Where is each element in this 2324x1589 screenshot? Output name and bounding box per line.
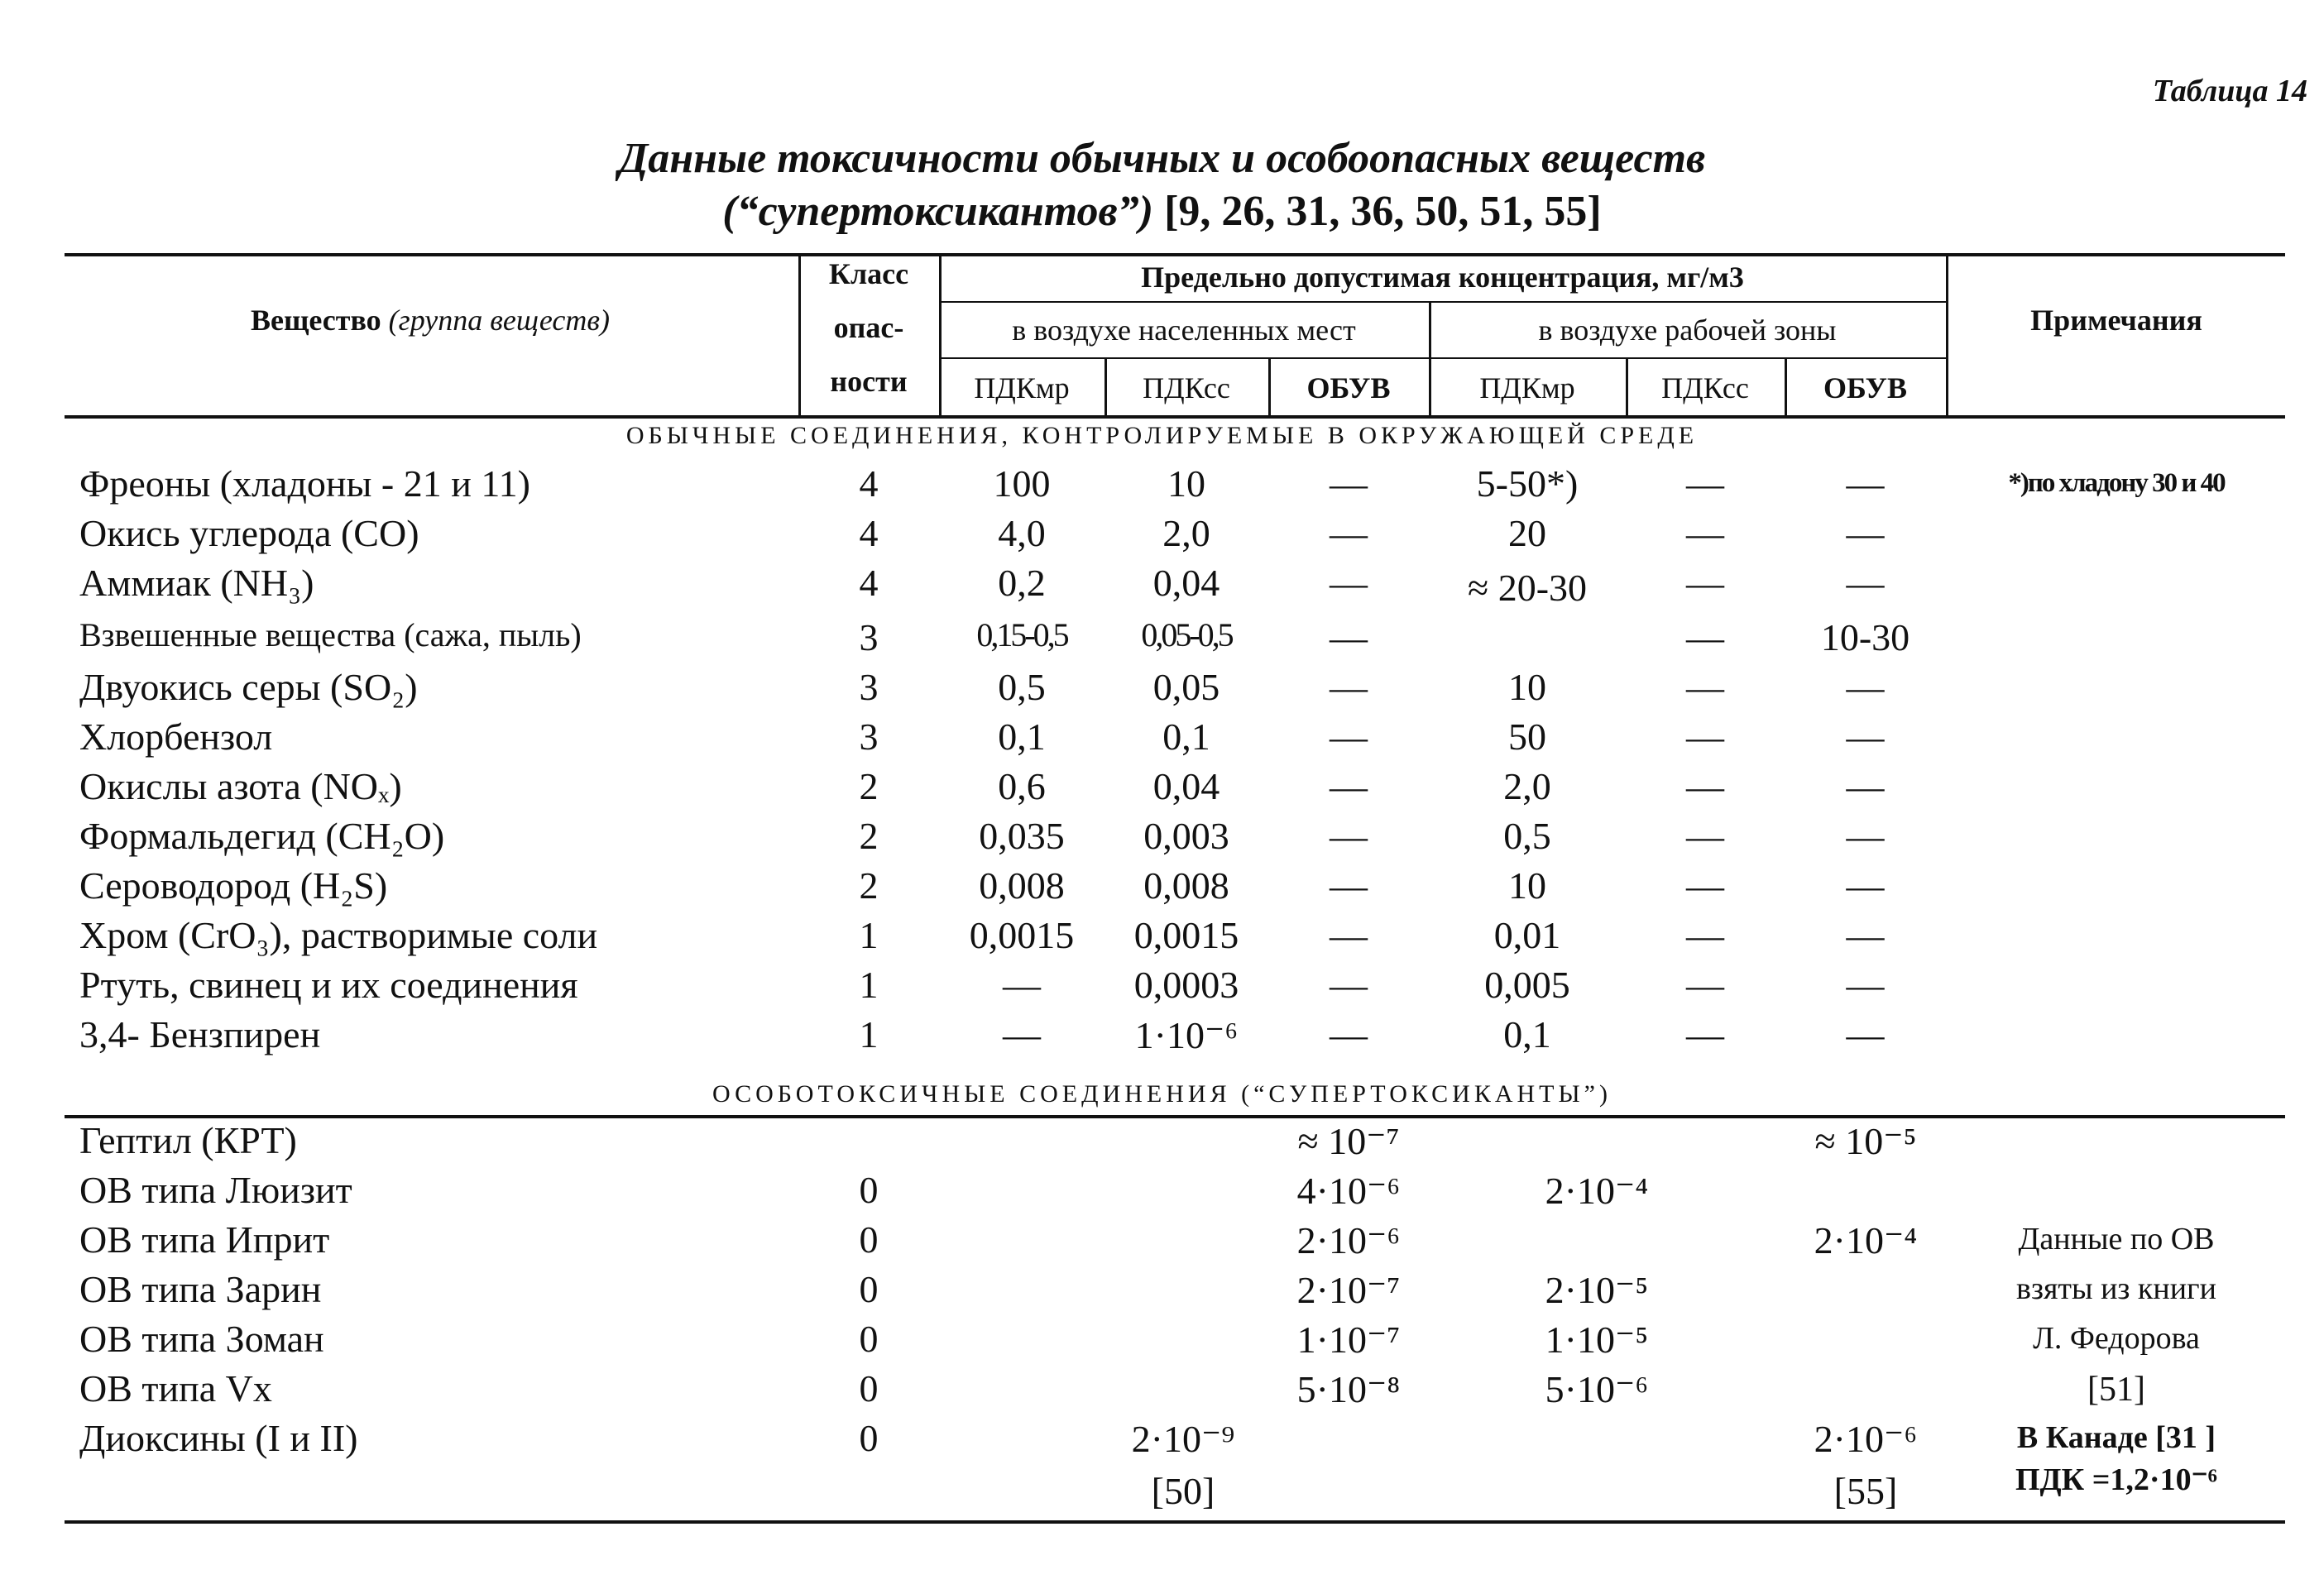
cell-pop-obuv: ≈ 10⁻⁷ xyxy=(1297,1120,1400,1162)
header-work-obuv: ОБУВ xyxy=(1823,371,1907,404)
cell-pop-obuv: — xyxy=(1330,964,1368,1006)
cell-substance: Окислы азота (NOₓ) xyxy=(79,765,402,807)
table-row xyxy=(0,561,2324,610)
cell-class: 3 xyxy=(859,666,879,708)
section-supertoxicants: ОСОБОТОКСИЧНЫЕ СОЕДИНЕНИЯ (“СУПЕРТОКСИКАНТЫ”) xyxy=(712,1080,1612,1108)
cell-work-obuv: — xyxy=(1846,1013,1885,1055)
table-row xyxy=(0,913,2324,963)
table-row xyxy=(0,764,2324,814)
table-row xyxy=(0,665,2324,715)
cell-pop-pdk-ss: 0,1 xyxy=(1162,716,1210,758)
table-row xyxy=(0,1168,2324,1218)
cell-work-pdk-mr: 0,005 xyxy=(1484,964,1570,1006)
cell-class: 4 xyxy=(859,512,879,554)
table-number: Таблица 14 xyxy=(2152,74,2307,108)
cell-substance: Взвешенные вещества (сажа, пыль) xyxy=(79,616,582,653)
cell-work-obuv: 2·10⁻⁴ xyxy=(1814,1219,1918,1261)
table-row xyxy=(0,1267,2324,1317)
header-substance: Вещество (группа веществ) xyxy=(251,304,610,337)
cell-note: *)по хладону 30 и 40 xyxy=(2008,468,2225,498)
cell-pop-obuv: — xyxy=(1330,864,1368,907)
cell-pop-pdk-mr: 0,2 xyxy=(998,562,1046,604)
cell-pop-pdk-mr: 0,035 xyxy=(979,815,1065,857)
header-class-1: Класс xyxy=(828,257,909,290)
cell-work-pdk-ss: — xyxy=(1686,864,1724,907)
cell-work-pdk-ss: — xyxy=(1686,964,1724,1006)
cell-work-pdk-mr: 10 xyxy=(1508,864,1546,907)
cell-work-obuv: — xyxy=(1846,914,1885,956)
table-row xyxy=(0,511,2324,561)
cell-work-obuv: — xyxy=(1846,462,1885,505)
cell-work-pdk-ss: — xyxy=(1686,462,1724,505)
table-row xyxy=(0,814,2324,864)
cell-substance: Ртуть, свинец и их соединения xyxy=(79,964,578,1006)
cell-pop-obuv: — xyxy=(1330,512,1368,554)
cell-work-pdk-mr: 10 xyxy=(1508,666,1546,708)
header-pdk-mr: ПДКмр xyxy=(974,371,1070,404)
table-row xyxy=(0,1317,2324,1366)
cell-work-obuv: — xyxy=(1846,512,1885,554)
header-mpc: Предельно допустимая концентрация, мг/м3 xyxy=(1141,261,1744,294)
cell-pop-pdk-mr: 4,0 xyxy=(998,512,1046,554)
header-work-zone: в воздухе рабочей зоны xyxy=(1538,313,1837,347)
cell-class: 3 xyxy=(859,716,879,758)
cell-work-obuv: — xyxy=(1846,765,1885,807)
cell-work-pdk-ss: — xyxy=(1686,815,1724,857)
cell-pop-obuv: — xyxy=(1330,462,1368,505)
cell-substance: ОВ типа Зоман xyxy=(79,1318,324,1360)
cell-substance: Фреоны (хладоны - 21 и 11) xyxy=(79,462,530,505)
cell-pop-obuv: — xyxy=(1330,666,1368,708)
header-work-pdk-ss: ПДКсс xyxy=(1661,371,1749,404)
cell-pop-obuv: 2·10⁻⁷ xyxy=(1296,1269,1401,1311)
cell-pop-pdk-ss: 0,04 xyxy=(1152,562,1220,604)
cell-work-pdk-mr: 2·10⁻⁵ xyxy=(1545,1269,1649,1311)
table-top-rule xyxy=(65,253,2285,256)
cell-note: Данные по ОВ xyxy=(2018,1222,2215,1256)
table-row xyxy=(0,864,2324,913)
cell-pop-obuv: — xyxy=(1330,765,1368,807)
cell-class: 0 xyxy=(859,1367,879,1410)
cell-pop-obuv: 2·10⁻⁶ xyxy=(1296,1219,1401,1261)
cell-class: 4 xyxy=(859,562,879,604)
cell-pop-pdk-mr: — xyxy=(1003,1013,1041,1055)
header-hline xyxy=(939,301,1946,303)
cell-work-pdk-ss: — xyxy=(1686,716,1724,758)
cell-pop-pdk-ss: 0,05 xyxy=(1152,666,1220,708)
table-title-line2: (“супертоксикантов”) [9, 26, 31, 36, 50, 51, 55] xyxy=(722,188,1602,235)
cell-pop-pdk-ss: 0,0003 xyxy=(1133,964,1239,1006)
table-row xyxy=(0,963,2324,1012)
cell-substance: 3,4- Бензпирен xyxy=(79,1013,321,1055)
cell-pop-pdk-ss: 0,008 xyxy=(1143,864,1229,907)
cell-substance: Гептил (КРТ) xyxy=(79,1119,297,1161)
cell-pop-obuv: — xyxy=(1330,914,1368,956)
cell-substance: Хлорбензол xyxy=(79,716,273,758)
cell-class: 3 xyxy=(859,616,879,658)
header-hline xyxy=(939,357,1946,359)
cell-work-pdk-ss: — xyxy=(1686,562,1724,604)
cell-work-pdk-mr: 50 xyxy=(1508,716,1546,758)
cell-class: 2 xyxy=(859,864,879,907)
cell-pop-pdk-ss: 0,0015 xyxy=(1133,914,1239,956)
table-row xyxy=(0,615,2324,665)
cell-pop-pdk-mr: 0,15-0,5 xyxy=(976,616,1067,653)
cell-pop-pdk-mr: 0,6 xyxy=(998,765,1046,807)
cell-pop-pdk-ss: 1·10⁻⁶ xyxy=(1134,1014,1239,1056)
cell-work-pdk-mr: 0,5 xyxy=(1503,815,1551,857)
cell-note: [51] xyxy=(2087,1371,2145,1409)
cell-substance: ОВ типа Зарин xyxy=(79,1268,322,1310)
cell-class: 1 xyxy=(859,964,879,1006)
cell-substance: Хром (CrO₃), растворимые соли xyxy=(79,914,598,956)
cell-work-obuv: — xyxy=(1846,864,1885,907)
cell-pop-pdk-mr: 0,1 xyxy=(998,716,1046,758)
table-row xyxy=(0,1012,2324,1062)
cell-class: 2 xyxy=(859,765,879,807)
cell-pop-pdk-ss: 0,003 xyxy=(1143,815,1229,857)
cell-work-obuv: ≈ 10⁻⁵ xyxy=(1814,1120,1917,1162)
table-row xyxy=(0,1118,2324,1168)
cell-substance: Двуокись серы (SO₂) xyxy=(79,666,418,708)
cell-class: 0 xyxy=(859,1268,879,1310)
cell-work-pdk-ss: — xyxy=(1686,765,1724,807)
cell-work-obuv: — xyxy=(1846,666,1885,708)
table-row xyxy=(0,1416,2324,1466)
cell-substance: Окись углерода (СО) xyxy=(79,512,419,554)
cell-class: 1 xyxy=(859,1013,879,1055)
cell-work-pdk-mr: 1·10⁻⁵ xyxy=(1545,1319,1649,1361)
cell-work-obuv: — xyxy=(1846,815,1885,857)
cell-note: Л. Федорова xyxy=(2033,1321,2200,1356)
cell-work-obuv: — xyxy=(1846,562,1885,604)
cell-work-pdk-ss: — xyxy=(1686,512,1724,554)
cell-class: 4 xyxy=(859,462,879,505)
cell-work-pdk-mr: 5-50*) xyxy=(1476,462,1579,505)
header-populated: в воздухе населенных мест xyxy=(1012,313,1356,347)
cell-pop-pdk-ss: 0,05-0,5 xyxy=(1141,616,1232,653)
cell-ref-55: [55] xyxy=(1833,1470,1898,1512)
cell-substance: ОВ типа Иприт xyxy=(79,1218,330,1261)
cell-pop-pdk-mr: 0,5 xyxy=(998,666,1046,708)
cell-work-obuv: — xyxy=(1846,964,1885,1006)
cell-class: 0 xyxy=(859,1318,879,1360)
cell-substance: ОВ типа Люизит xyxy=(79,1169,352,1211)
cell-work-obuv: — xyxy=(1846,716,1885,758)
cell-pop-pdk-mr: 0,0015 xyxy=(969,914,1075,956)
cell-work-obuv: 2·10⁻⁶ xyxy=(1814,1418,1918,1460)
cell-work-pdk-mr: 0,01 xyxy=(1493,914,1561,956)
cell-class: 1 xyxy=(859,914,879,956)
cell-pop-pdk-ss: 10 xyxy=(1167,462,1205,505)
cell-pop-obuv: 1·10⁻⁷ xyxy=(1296,1319,1401,1361)
table-row xyxy=(0,715,2324,764)
table-bottom-rule xyxy=(65,1520,2285,1524)
header-bottom-rule xyxy=(65,415,2285,419)
cell-work-obuv: 10-30 xyxy=(1820,616,1910,658)
cell-ref-50: [50] xyxy=(1151,1470,1215,1512)
cell-substance: Сероводород (H₂S) xyxy=(79,864,388,907)
table-row xyxy=(0,462,2324,511)
cell-pop-pdk-ss: 0,04 xyxy=(1152,765,1220,807)
cell-substance: Аммиак (NH₃) xyxy=(79,562,314,604)
cell-pop-pdk-mr: 100 xyxy=(993,462,1051,505)
header-obuv: ОБУВ xyxy=(1306,371,1391,404)
cell-class: 0 xyxy=(859,1218,879,1261)
cell-pop-obuv: — xyxy=(1330,716,1368,758)
header-work-pdk-mr: ПДКмр xyxy=(1479,371,1575,404)
cell-class: 0 xyxy=(859,1169,879,1211)
cell-pop-pdk-mr: — xyxy=(1003,964,1041,1006)
cell-pop-pdk-ss: 2,0 xyxy=(1162,512,1210,554)
cell-work-pdk-mr: 0,1 xyxy=(1503,1013,1551,1055)
cell-class: 2 xyxy=(859,815,879,857)
cell-substance: Формальдегид (CH₂O) xyxy=(79,815,445,857)
section-ordinary: ОБЫЧНЫЕ СОЕДИНЕНИЯ, КОНТРОЛИРУЕМЫЕ В ОКРУЖАЮЩЕЙ СРЕДЕ xyxy=(625,422,1699,449)
cell-pop-pdk-mr: 0,008 xyxy=(979,864,1065,907)
cell-work-pdk-mr: 20 xyxy=(1508,512,1546,554)
cell-note: В Канаде [31 ] xyxy=(2016,1420,2216,1455)
cell-work-pdk-mr: 2,0 xyxy=(1503,765,1551,807)
cell-note: взяты из книги xyxy=(2016,1271,2216,1306)
cell-substance: Диоксины (I и II) xyxy=(79,1417,358,1459)
table-row xyxy=(0,1462,2324,1519)
table-row xyxy=(0,1218,2324,1267)
table-title-line1: Данные токсичности обычных и особоопасных веществ xyxy=(618,135,1706,182)
cell-class: 0 xyxy=(859,1417,879,1459)
cell-note-canada-pdk: ПДК =1,2·10⁻⁶ xyxy=(2015,1462,2218,1497)
cell-pop-obuv: — xyxy=(1330,562,1368,604)
cell-pop-obuv: 4·10⁻⁶ xyxy=(1296,1170,1401,1212)
cell-work-pdk-mr: ≈ 20-30 xyxy=(1467,567,1588,609)
cell-substance: ОВ типа Vx xyxy=(79,1367,272,1410)
cell-pop-obuv: — xyxy=(1330,815,1368,857)
cell-pop-obuv: — xyxy=(1330,616,1368,658)
header-notes: Примечания xyxy=(2030,304,2202,337)
cell-pop-pdk-ss: 2·10⁻⁹ xyxy=(1131,1418,1235,1460)
cell-work-pdk-ss: — xyxy=(1686,914,1724,956)
header-class-3: ности xyxy=(830,365,908,398)
cell-work-pdk-ss: — xyxy=(1686,1013,1724,1055)
cell-work-pdk-ss: — xyxy=(1686,616,1724,658)
cell-work-pdk-ss: — xyxy=(1686,666,1724,708)
cell-work-pdk-mr: 2·10⁻⁴ xyxy=(1545,1170,1649,1212)
cell-pop-obuv: — xyxy=(1330,1013,1368,1055)
cell-pop-obuv: 5·10⁻⁸ xyxy=(1296,1368,1401,1410)
header-pdk-ss: ПДКсс xyxy=(1143,371,1230,404)
table-row xyxy=(0,1366,2324,1416)
header-class-2: опас- xyxy=(833,311,904,344)
cell-work-pdk-mr: 5·10⁻⁶ xyxy=(1545,1368,1649,1410)
